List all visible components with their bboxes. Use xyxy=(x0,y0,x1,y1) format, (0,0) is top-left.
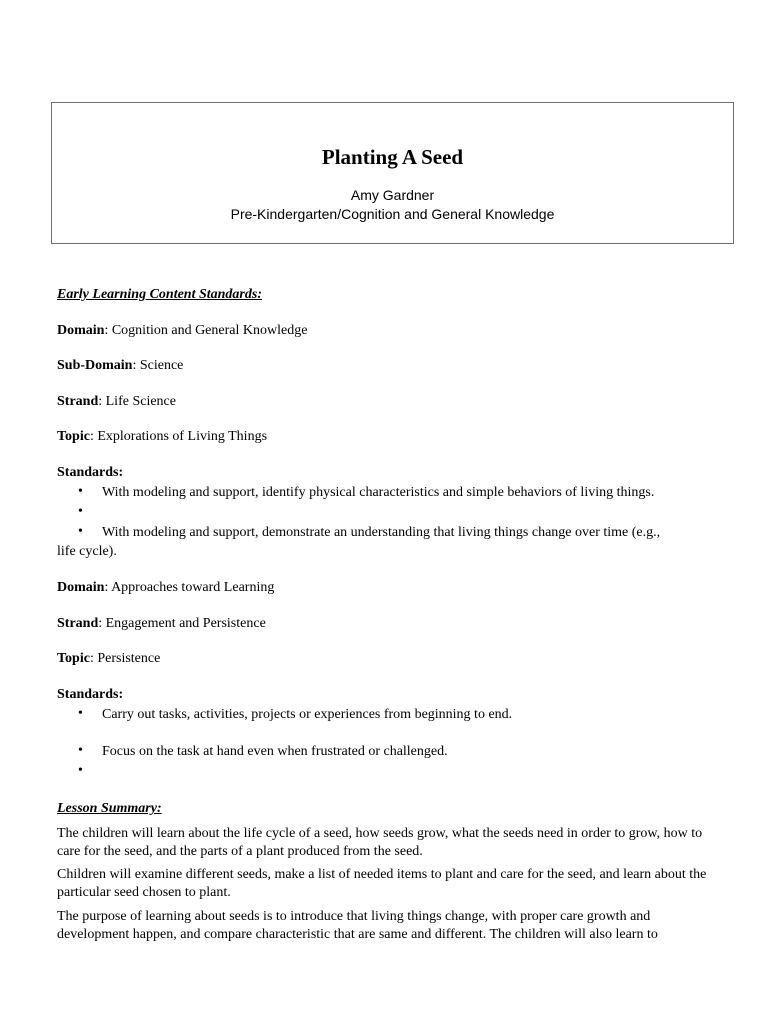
bullet-marker: • xyxy=(78,524,83,539)
strand-line-1 xyxy=(57,393,176,410)
subdomain-value: : Science xyxy=(132,358,184,373)
standard-item: With modeling and support, identify physical characteristics and simple behaviors of living things. xyxy=(102,485,655,500)
strand-label: Strand xyxy=(57,616,99,631)
standards-heading: Early Learning Content Standards: xyxy=(57,287,262,302)
domain-line-2 xyxy=(57,579,274,596)
strand-value: : Life Science xyxy=(98,394,176,409)
document-title: Planting A Seed xyxy=(321,145,464,169)
subdomain-label: Sub-Domain xyxy=(57,358,133,373)
summary-heading: Lesson Summary: xyxy=(57,801,162,816)
bullet-marker: • xyxy=(78,763,83,778)
standard-item-continued: life cycle). xyxy=(57,544,117,559)
strand-label: Strand xyxy=(57,394,99,409)
domain-label: Domain xyxy=(57,323,105,338)
topic-line-2 xyxy=(57,650,160,667)
standard-item: Carry out tasks, activities, projects or experiences from beginning to end. xyxy=(102,707,513,722)
standards-label-2: Standards: xyxy=(57,687,124,702)
author-name: Amy Gardner xyxy=(350,187,435,203)
summary-paragraph: Children will examine different seeds, make a list of needed items to plant and care for the seed, and learn about the particular seed chosen to plant. xyxy=(57,867,707,900)
topic-line-1 xyxy=(57,428,267,445)
subject-line: Pre-Kindergarten/Cognition and General Knowledge xyxy=(230,206,555,222)
domain-line-1 xyxy=(57,322,307,339)
domain-value: : Cognition and General Knowledge xyxy=(104,323,308,338)
topic-label: Topic xyxy=(57,651,90,666)
standard-item: Focus on the task at hand even when frustrated or challenged. xyxy=(102,744,448,759)
bullet-marker: • xyxy=(78,484,83,499)
domain-value: : Approaches toward Learning xyxy=(104,580,275,595)
standards-label-1: Standards: xyxy=(57,465,124,480)
title-box xyxy=(51,102,734,244)
topic-label: Topic xyxy=(57,429,90,444)
bullet-marker: • xyxy=(78,706,83,721)
bullet-marker: • xyxy=(78,743,83,758)
topic-value: : Explorations of Living Things xyxy=(89,429,268,444)
strand-line-2 xyxy=(57,615,266,632)
domain-label: Domain xyxy=(57,580,105,595)
subdomain-line xyxy=(57,357,183,374)
standard-item: With modeling and support, demonstrate an understanding that living things change over time (e.g., xyxy=(102,525,661,540)
topic-value: : Persistence xyxy=(89,651,161,666)
bullet-marker: • xyxy=(78,504,83,519)
summary-paragraph: The children will learn about the life cycle of a seed, how seeds grow, what the seeds need in order to grow, how to care for the seed, and the parts of a plant produced from the seed. xyxy=(57,826,703,859)
summary-paragraph: The purpose of learning about seeds is to introduce that living things change, with proper care growth and development happen, and compare characteristic that are same and different. The children will also learn to xyxy=(57,909,658,942)
strand-value: : Engagement and Persistence xyxy=(98,616,266,631)
